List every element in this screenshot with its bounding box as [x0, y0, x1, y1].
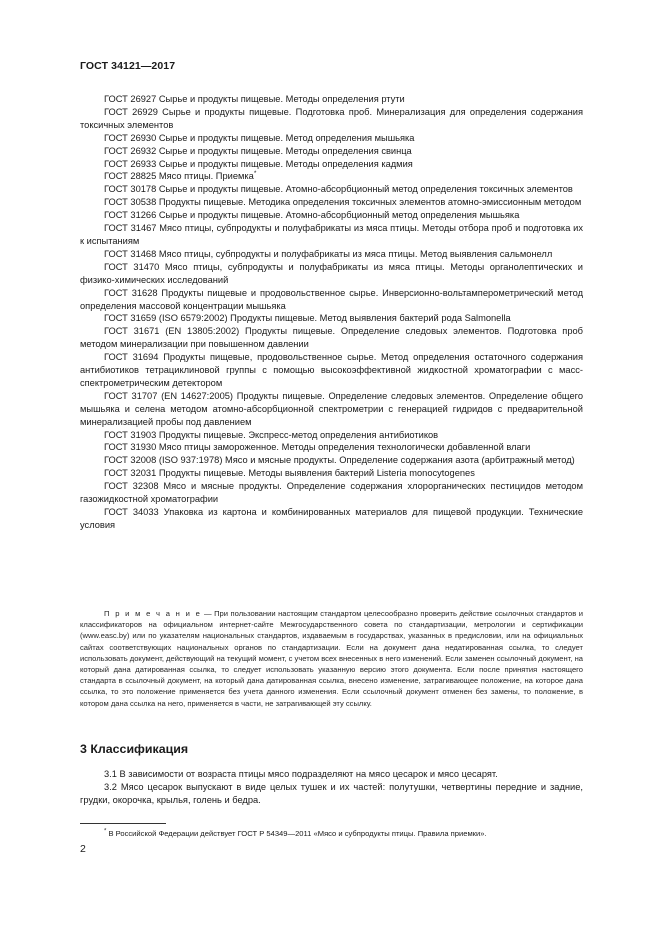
normative-references-list — [80, 93, 583, 532]
reference-item: ГОСТ 31707 (EN 14627:2005) Продукты пищевые. Определение следовых элементов. Определение общего мышьяка и селена методом атомно-абсорбционной спектрометрии с генерацией гидридов с предварительной минерализацией пробы под давлением — [80, 390, 583, 427]
reference-item: ГОСТ 26932 Сырье и продукты пищевые. Методы определения свинца — [104, 145, 412, 156]
reference-item: ГОСТ 26927 Сырье и продукты пищевые. Методы определения ртути — [104, 94, 405, 104]
note-label: П р и м е ч а н и е — [104, 609, 202, 618]
reference-item: ГОСТ 26929 Сырье и продукты пищевые. Подготовка проб. Минерализация для определения содержания токсичных элементов — [80, 106, 583, 130]
reference-item: ГОСТ 31930 Мясо птицы замороженное. Методы определения технологически добавленной влаги — [104, 442, 531, 453]
reference-item: ГОСТ 31628 Продукты пищевые и продовольственное сырье. Инверсионно-вольтамперометрический метод определения массовой концентрации мышьяка — [80, 287, 583, 311]
page-number: 2 — [80, 843, 86, 855]
reference-item: ГОСТ 30538 Продукты пищевые. Методика определения токсичных элементов атомно-эмиссионным методом — [104, 197, 582, 208]
section-body — [80, 768, 583, 807]
reference-item: ГОСТ 34033 Упаковка из картона и комбинированных материалов для пищевой продукции. Технические условия — [80, 507, 583, 530]
section-title: 3 Классификация — [80, 742, 189, 756]
reference-item: ГОСТ 31671 (EN 13805:2002) Продукты пищевые. Определение следовых элементов. Подготовка проб методом минерализации при повышенном давлении — [80, 326, 583, 350]
footnote-mark: * — [104, 828, 107, 835]
reference-item: ГОСТ 32008 (ISO 937:1978) Мясо и мясные продукты. Определение содержания азота (арбитражный метод) — [104, 455, 575, 466]
reference-item: ГОСТ 31659 (ISO 6579:2002) Продукты пищевые. Метод выявления бактерий рода Salmonella — [104, 313, 511, 324]
footnote — [80, 829, 583, 839]
reference-item: ГОСТ 26933 Сырье и продукты пищевые. Методы определения кадмия — [104, 158, 413, 169]
reference-item-with-footnote — [80, 170, 583, 183]
reference-item: ГОСТ 31903 Продукты пищевые. Экспресс-метод определения антибиотиков — [104, 429, 439, 440]
clause-paragraph: 3.1 В зависимости от возраста птицы мясо подразделяют на мясо цесарок и мясо цесарят. — [104, 769, 498, 779]
reference-item: ГОСТ 32308 Мясо и мясные продукты. Определение содержания хлорорганических пестицидов методом газожидкостной хроматографии — [80, 481, 583, 505]
footnote-text: В Российской Федерации действует ГОСТ Р 54349—2011 «Мясо и субпродукты птицы. Правила приемки». — [106, 829, 487, 838]
document-header: ГОСТ 34121—2017 — [80, 60, 176, 72]
note-paragraph — [80, 608, 583, 709]
reference-text: ГОСТ 28825 Мясо птицы. Приемка — [104, 171, 254, 182]
clause-paragraph: 3.2 Мясо цесарок выпускают в виде целых тушек и их частей: полутушки, четвертины передние и задние, грудки, окорочка, крылья, голень и бедра. — [80, 782, 583, 805]
reference-item: ГОСТ 31470 Мясо птицы, субпродукты и полуфабрикаты из мяса птицы. Методы органолептических и физико-химических исследований — [80, 261, 583, 285]
reference-item: ГОСТ 26930 Сырье и продукты пищевые. Метод определения мышьяка — [104, 132, 415, 143]
note-text: — При пользовании настоящим стандартом целесообразно проверить действие ссылочных стандартов и классификаторов на официальном интернет-сайте Межгосударственного совета по стандартизации, метрологии и сертификации (www.easc.by) или по указателям национальных стандартов, издаваемым в государствах, указанных в предисловии, или на официальных сайтах соответствующих национальных органов по стандартизации. Если на документ дана недатированная ссылка, то следует использовать документ, действующий на текущий момент, с учетом всех внесенных в него изменений. Если заменен ссылочный документ, на который дана датированная ссылка, то следует использовать указанную версию этого документа. Если после принятия настоящего стандарта в ссылочный документ, на который дана датированная ссылка, внесено изменение, затрагивающее положение, на которое дана ссылка, то это положение применяется без учета данного изменения. Если ссылочный документ отменен без замены, то положение, в котором дана ссылка на него, применяется в части, не затрагивающей эту ссылку. — [80, 609, 584, 708]
footnote-divider — [80, 823, 166, 824]
reference-item: ГОСТ 31468 Мясо птицы, субпродукты и полуфабрикаты из мяса птицы. Метод выявления сальмонелл — [104, 248, 553, 259]
reference-item: ГОСТ 31467 Мясо птицы, субпродукты и полуфабрикаты из мяса птицы. Методы отбора проб и подготовка их к испытаниям — [80, 223, 583, 246]
reference-item: ГОСТ 30178 Сырье и продукты пищевые. Атомно-абсорбционный метод определения токсичных элементов — [104, 184, 573, 195]
reference-item: ГОСТ 31266 Сырье и продукты пищевые. Атомно-абсорбционный метод определения мышьяка — [104, 210, 520, 221]
reference-item: ГОСТ 31694 Продукты пищевые, продовольственное сырье. Метод определения остаточного содержания антибиотиков тетрациклиновой группы с помощью высокоэффективной жидкостной хроматографии с масс-спектрометрическим детектором — [80, 352, 583, 388]
reference-item: ГОСТ 32031 Продукты пищевые. Методы выявления бактерий Listeria monocytogenes — [104, 468, 475, 479]
footnote-marker: * — [253, 170, 257, 178]
